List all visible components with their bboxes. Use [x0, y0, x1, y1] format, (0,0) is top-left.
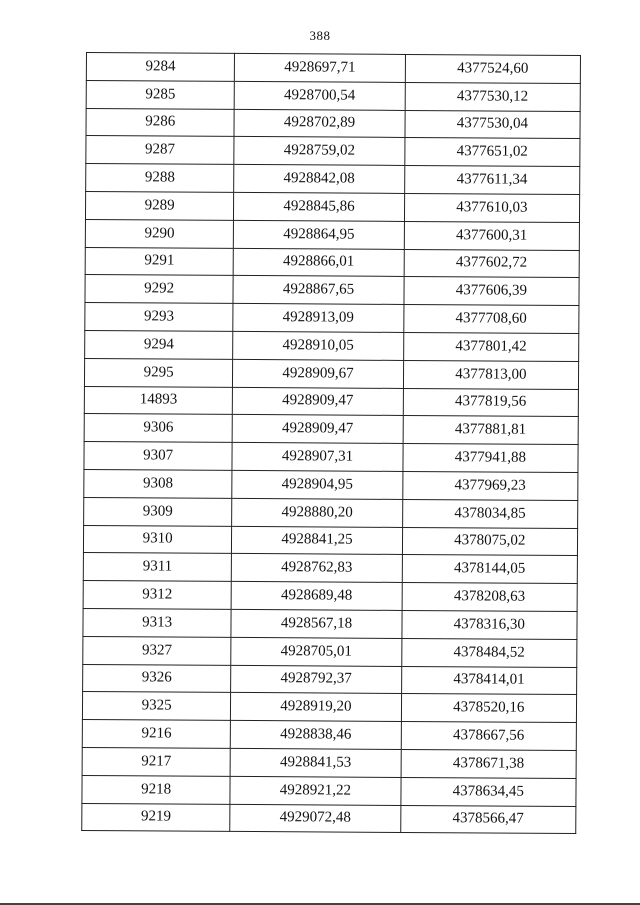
y-coordinate-cell: 4377530,04 [405, 110, 581, 139]
y-coordinate-cell: 4378144,05 [402, 555, 578, 584]
x-coordinate-cell: 4928841,53 [230, 748, 401, 777]
table-row [85, 247, 579, 278]
point-id-cell: 9289 [85, 191, 233, 220]
y-coordinate-cell: 4378667,56 [401, 722, 577, 751]
x-coordinate-cell: 4928910,05 [233, 331, 404, 360]
y-coordinate-cell: 4377611,34 [404, 166, 580, 195]
x-coordinate-cell: 4928841,25 [232, 526, 403, 555]
y-coordinate-cell: 4377530,12 [405, 82, 581, 111]
table-row [86, 108, 580, 139]
y-coordinate-cell: 4378075,02 [402, 527, 578, 556]
x-coordinate-cell: 4928700,54 [234, 81, 405, 110]
x-coordinate-cell: 4928705,01 [231, 637, 402, 666]
point-id-cell: 9292 [85, 275, 233, 304]
coordinates-table-body [82, 53, 581, 834]
y-coordinate-cell: 4377524,60 [405, 54, 581, 83]
x-coordinate-cell: 4928697,71 [235, 53, 406, 82]
table-row [86, 80, 580, 111]
x-coordinate-cell: 4928702,89 [234, 109, 405, 138]
table-row [86, 164, 580, 195]
table-row [85, 219, 579, 250]
x-coordinate-cell: 4928907,31 [232, 443, 403, 472]
y-coordinate-cell: 4377941,88 [403, 444, 579, 473]
point-id-cell: 9294 [85, 330, 233, 359]
y-coordinate-cell: 4378208,63 [402, 583, 578, 612]
y-coordinate-cell: 4377813,00 [403, 360, 579, 389]
y-coordinate-cell: 4378484,52 [401, 638, 577, 667]
table-row [84, 386, 578, 417]
point-id-cell: 9284 [86, 53, 234, 82]
table-row [85, 330, 579, 361]
table-row [83, 664, 577, 695]
y-coordinate-cell: 4377819,56 [403, 388, 579, 417]
y-coordinate-cell: 4378520,16 [401, 694, 577, 723]
y-coordinate-cell: 4377600,31 [404, 221, 580, 250]
table-row [84, 469, 578, 500]
x-coordinate-cell: 4928867,65 [233, 276, 404, 305]
point-id-cell: 9325 [82, 692, 230, 721]
x-coordinate-cell: 4928838,46 [231, 721, 402, 750]
y-coordinate-cell: 4378414,01 [401, 666, 577, 695]
table-row [85, 275, 579, 306]
table-row [83, 608, 577, 639]
point-id-cell: 9326 [83, 664, 231, 693]
x-coordinate-cell: 4928904,95 [232, 470, 403, 499]
point-id-cell: 9286 [86, 108, 234, 137]
point-id-cell: 9307 [84, 442, 232, 471]
table-row [84, 358, 578, 389]
table-row [82, 803, 576, 834]
point-id-cell: 9290 [85, 219, 233, 248]
x-coordinate-cell: 4928759,02 [234, 137, 405, 166]
y-coordinate-cell: 4378566,47 [400, 805, 576, 834]
x-coordinate-cell: 4928567,18 [231, 609, 402, 638]
table-row [83, 636, 577, 667]
x-coordinate-cell: 4928689,48 [231, 582, 402, 611]
point-id-cell: 9288 [86, 164, 234, 193]
point-id-cell: 9285 [86, 80, 234, 109]
coordinates-table [81, 52, 581, 834]
point-id-cell: 9312 [83, 581, 231, 610]
y-coordinate-cell: 4378671,38 [401, 749, 577, 778]
table-row [84, 442, 578, 473]
y-coordinate-cell: 4377606,39 [404, 277, 580, 306]
point-id-cell: 9313 [83, 608, 231, 637]
y-coordinate-cell: 4377602,72 [404, 249, 580, 278]
table-row [82, 692, 576, 723]
y-coordinate-cell: 4377651,02 [404, 138, 580, 167]
point-id-cell: 9309 [84, 497, 232, 526]
table-row [82, 775, 576, 806]
page-number: 388 [309, 28, 331, 43]
table-row [82, 747, 576, 778]
y-coordinate-cell: 4377881,81 [403, 416, 579, 445]
x-coordinate-cell: 4929072,48 [230, 804, 401, 833]
table-row [86, 53, 580, 84]
table-row [84, 497, 578, 528]
point-id-cell: 9216 [82, 720, 230, 749]
table-row [82, 720, 576, 751]
x-coordinate-cell: 4928921,22 [230, 776, 401, 805]
x-coordinate-cell: 4928909,47 [232, 415, 403, 444]
x-coordinate-cell: 4928792,37 [231, 665, 402, 694]
point-id-cell: 14893 [84, 386, 232, 415]
point-id-cell: 9311 [83, 553, 231, 582]
x-coordinate-cell: 4928880,20 [232, 498, 403, 527]
x-coordinate-cell: 4928845,86 [234, 192, 405, 221]
point-id-cell: 9295 [84, 358, 232, 387]
table-row [84, 414, 578, 445]
y-coordinate-cell: 4378034,85 [402, 499, 578, 528]
x-coordinate-cell: 4928913,09 [233, 304, 404, 333]
x-coordinate-cell: 4928842,08 [234, 165, 405, 194]
y-coordinate-cell: 4377708,60 [403, 305, 579, 334]
point-id-cell: 9219 [82, 803, 230, 832]
table-row [85, 191, 579, 222]
x-coordinate-cell: 4928762,83 [232, 554, 403, 583]
x-coordinate-cell: 4928919,20 [231, 693, 402, 722]
y-coordinate-cell: 4377801,42 [403, 332, 579, 361]
table-row [85, 303, 579, 334]
point-id-cell: 9217 [82, 747, 230, 776]
point-id-cell: 9327 [83, 636, 231, 665]
point-id-cell: 9293 [85, 303, 233, 332]
point-id-cell: 9218 [82, 775, 230, 804]
table-row [83, 581, 577, 612]
x-coordinate-cell: 4928909,67 [233, 359, 404, 388]
y-coordinate-cell: 4377610,03 [404, 193, 580, 222]
table-row [83, 525, 577, 556]
x-coordinate-cell: 4928909,47 [233, 387, 404, 416]
x-coordinate-cell: 4928866,01 [233, 248, 404, 277]
y-coordinate-cell: 4377969,23 [402, 471, 578, 500]
x-coordinate-cell: 4928864,95 [234, 220, 405, 249]
table-row [86, 136, 580, 167]
y-coordinate-cell: 4378316,30 [402, 610, 578, 639]
point-id-cell: 9310 [83, 525, 231, 554]
table-row [83, 553, 577, 584]
y-coordinate-cell: 4378634,45 [401, 777, 577, 806]
point-id-cell: 9306 [84, 414, 232, 443]
point-id-cell: 9308 [84, 469, 232, 498]
point-id-cell: 9287 [86, 136, 234, 165]
point-id-cell: 9291 [85, 247, 233, 276]
